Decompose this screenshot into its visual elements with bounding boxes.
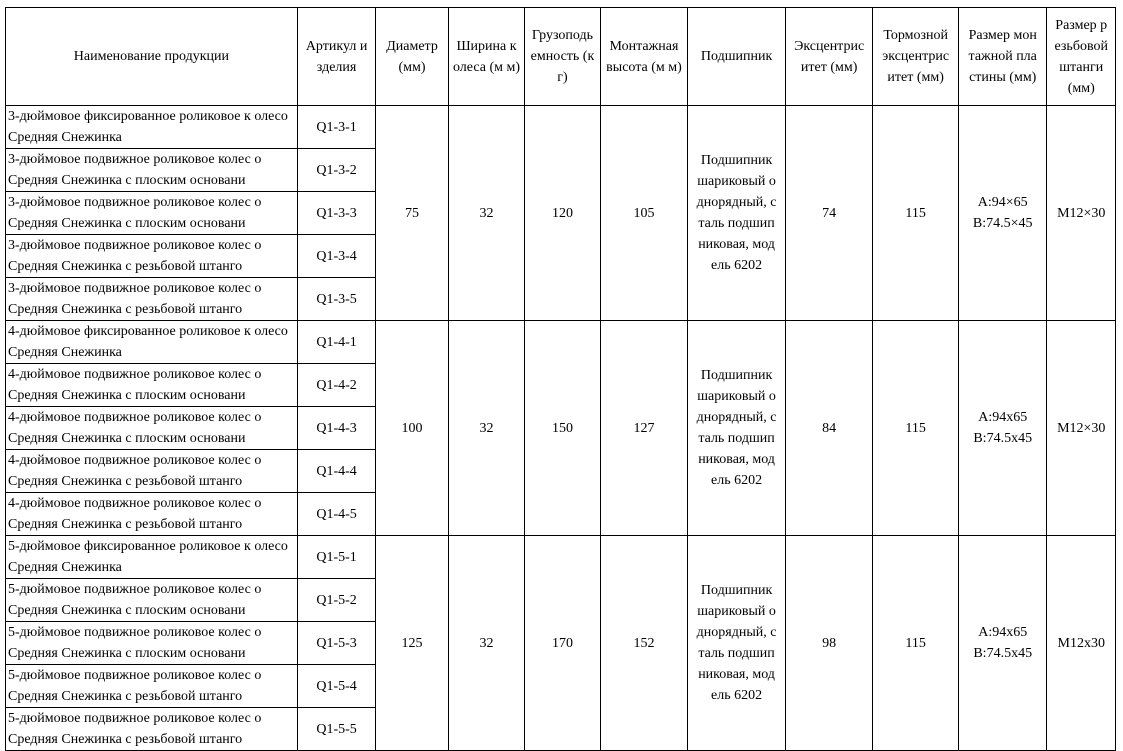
product-name-cell: 4-дюймовое подвижное роликовое колес о Средняя Снежинка с плоским основани [6, 407, 298, 450]
plate-size-cell: A:94x65 B:74.5x45 [958, 321, 1047, 536]
header-mounting-height: Монтажная высота (м м) [600, 8, 688, 106]
brake-eccentricity-cell: 115 [873, 321, 959, 536]
thread-size-cell: M12x30 [1047, 536, 1116, 751]
product-name-cell: 4-дюймовое подвижное роликовое колес о Средняя Снежинка с плоским основани [6, 364, 298, 407]
header-product-name: Наименование продукции [6, 8, 298, 106]
article-cell: Q1-4-3 [297, 407, 375, 450]
bearing-cell: Подшипник шариковый о днорядный, с таль подшип никовая, мод ель 6202 [688, 536, 786, 751]
eccentricity-cell: 74 [785, 106, 873, 321]
bearing-cell: Подшипник шариковый о днорядный, с таль подшип никовая, мод ель 6202 [688, 106, 786, 321]
article-cell: Q1-5-5 [297, 708, 375, 751]
article-cell: Q1-4-4 [297, 450, 375, 493]
table-row [6, 321, 1116, 364]
product-name-cell: 5-дюймовое фиксированное роликовое к олесо Средняя Снежинка [6, 536, 298, 579]
header-wheel-width: Ширина к олеса (м м) [448, 8, 524, 106]
eccentricity-cell: 84 [785, 321, 873, 536]
header-thread-size: Размер р езьбовой штанги (мм) [1047, 8, 1116, 106]
header-brake-eccentricity: Тормозной эксцентрис итет (мм) [873, 8, 959, 106]
product-name-cell: 3-дюймовое подвижное роликовое колес о Средняя Снежинка с плоским основани [6, 192, 298, 235]
product-name-cell: 3-дюймовое фиксированное роликовое к олесо Средняя Снежинка [6, 106, 298, 149]
article-cell: Q1-5-2 [297, 579, 375, 622]
wheel-width-cell: 32 [448, 321, 524, 536]
product-name-cell: 3-дюймовое подвижное роликовое колес о Средняя Снежинка с резьбовой штанго [6, 278, 298, 321]
header-eccentricity: Эксцентрис итет (мм) [785, 8, 873, 106]
article-cell: Q1-4-1 [297, 321, 375, 364]
table-body [6, 106, 1116, 751]
table-row [6, 106, 1116, 149]
table-row [6, 536, 1116, 579]
wheel-width-cell: 32 [448, 106, 524, 321]
article-cell: Q1-3-3 [297, 192, 375, 235]
article-cell: Q1-3-5 [297, 278, 375, 321]
diameter-cell: 125 [376, 536, 448, 751]
article-cell: Q1-3-4 [297, 235, 375, 278]
eccentricity-cell: 98 [785, 536, 873, 751]
product-name-cell: 4-дюймовое подвижное роликовое колес о Средняя Снежинка с резьбовой штанго [6, 493, 298, 536]
article-cell: Q1-4-2 [297, 364, 375, 407]
product-spec-table [5, 7, 1116, 751]
product-name-cell: 5-дюймовое подвижное роликовое колес о Средняя Снежинка с плоским основани [6, 622, 298, 665]
product-name-cell: 5-дюймовое подвижное роликовое колес о Средняя Снежинка с резьбовой штанго [6, 665, 298, 708]
article-cell: Q1-5-4 [297, 665, 375, 708]
wheel-width-cell: 32 [448, 536, 524, 751]
mounting-height-cell: 127 [600, 321, 688, 536]
mounting-height-cell: 152 [600, 536, 688, 751]
load-capacity-cell: 120 [525, 106, 600, 321]
product-name-cell: 4-дюймовое фиксированное роликовое к олесо Средняя Снежинка [6, 321, 298, 364]
article-cell: Q1-3-1 [297, 106, 375, 149]
product-name-cell: 4-дюймовое подвижное роликовое колес о Средняя Снежинка с резьбовой штанго [6, 450, 298, 493]
product-name-cell: 3-дюймовое подвижное роликовое колес о Средняя Снежинка с плоским основани [6, 149, 298, 192]
table-header [6, 8, 1116, 106]
article-cell: Q1-5-1 [297, 536, 375, 579]
thread-size-cell: M12×30 [1047, 106, 1116, 321]
header-article: Артикул и зделия [297, 8, 375, 106]
header-plate-size: Размер мон тажной пла стины (мм) [958, 8, 1047, 106]
bearing-cell: Подшипник шариковый о днорядный, с таль подшип никовая, мод ель 6202 [688, 321, 786, 536]
plate-size-cell: A:94×65 B:74.5×45 [958, 106, 1047, 321]
header-load-capacity: Грузоподь емность (к г) [525, 8, 600, 106]
brake-eccentricity-cell: 115 [873, 106, 959, 321]
product-name-cell: 5-дюймовое подвижное роликовое колес о Средняя Снежинка с резьбовой штанго [6, 708, 298, 751]
thread-size-cell: M12×30 [1047, 321, 1116, 536]
article-cell: Q1-4-5 [297, 493, 375, 536]
brake-eccentricity-cell: 115 [873, 536, 959, 751]
header-row [6, 8, 1116, 106]
product-name-cell: 3-дюймовое подвижное роликовое колес о Средняя Снежинка с резьбовой штанго [6, 235, 298, 278]
mounting-height-cell: 105 [600, 106, 688, 321]
header-diameter: Диаметр (мм) [376, 8, 448, 106]
load-capacity-cell: 170 [525, 536, 600, 751]
article-cell: Q1-3-2 [297, 149, 375, 192]
article-cell: Q1-5-3 [297, 622, 375, 665]
header-bearing: Подшипник [688, 8, 786, 106]
plate-size-cell: A:94x65 B:74.5x45 [958, 536, 1047, 751]
load-capacity-cell: 150 [525, 321, 600, 536]
diameter-cell: 100 [376, 321, 448, 536]
product-name-cell: 5-дюймовое подвижное роликовое колес о Средняя Снежинка с плоским основани [6, 579, 298, 622]
diameter-cell: 75 [376, 106, 448, 321]
